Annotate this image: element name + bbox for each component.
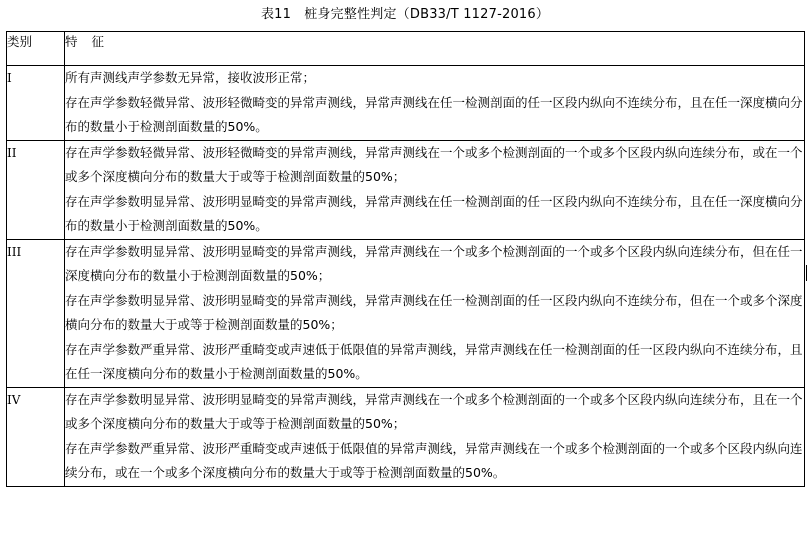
category-cell: I [7, 66, 65, 141]
feature-paragraph: 存在声学参数轻微异常、波形轻微畸变的异常声测线，异常声测线在一个或多个检测剖面的一个或多个区段内纵向连续分布，或在一个或多个深度横向分布的数量大于或等于检测剖面数量的50%； [65, 144, 803, 184]
table-caption: 表11 桩身完整性判定（DB33/T 1127-2016） [260, 7, 550, 22]
table-header-row [7, 32, 805, 66]
feature-paragraph: 存在声学参数明显异常、波形明显畸变的异常声测线，异常声测线在任一检测剖面的任一区段内纵向不连续分布，但在一个或多个深度横向分布的数量大于或等于检测剖面数量的50%； [65, 292, 803, 332]
table-row [7, 66, 805, 141]
feature-cell [65, 239, 805, 387]
table-row [7, 387, 805, 486]
feature-cell [65, 140, 805, 239]
category-cell: IV [7, 387, 65, 486]
header-feature: 特征 [65, 32, 805, 66]
table-row [7, 239, 805, 387]
feature-paragraph: 存在声学参数严重异常、波形严重畸变或声速低于低限值的异常声测线，异常声测线在一个或多个检测剖面的一个或多个区段内纵向连续分布，或在一个或多个深度横向分布的数量大于或等于检测剖面数量的50%。 [65, 440, 803, 480]
margin-mark [806, 265, 807, 281]
feature-cell [65, 387, 805, 486]
feature-paragraph: 存在声学参数严重异常、波形严重畸变或声速低于低限值的异常声测线，异常声测线在任一检测剖面的任一区段内纵向不连续分布，且在任一深度横向分布的数量小于检测剖面数量的50%。 [65, 341, 803, 381]
feature-cell [65, 66, 805, 141]
pile-integrity-table [6, 31, 805, 487]
category-cell: II [7, 140, 65, 239]
header-category: 类别 [7, 32, 65, 66]
table-row [7, 140, 805, 239]
feature-paragraph: 存在声学参数轻微异常、波形轻微畸变的异常声测线，异常声测线在任一检测剖面的任一区段内纵向不连续分布，且在任一深度横向分布的数量小于检测剖面数量的50%。 [65, 94, 803, 134]
feature-paragraph: 存在声学参数明显异常、波形明显畸变的异常声测线，异常声测线在一个或多个检测剖面的一个或多个区段内纵向连续分布，且在一个或多个深度横向分布的数量大于或等于检测剖面数量的50%； [65, 391, 803, 431]
category-cell: III [7, 239, 65, 387]
feature-paragraph: 存在声学参数明显异常、波形明显畸变的异常声测线，异常声测线在任一检测剖面的任一区段内纵向不连续分布，且在任一深度横向分布的数量小于检测剖面数量的50%。 [65, 193, 803, 233]
feature-paragraph: 所有声测线声学参数无异常，接收波形正常； [65, 70, 316, 85]
feature-paragraph: 存在声学参数明显异常、波形明显畸变的异常声测线，异常声测线在一个或多个检测剖面的一个或多个区段内纵向连续分布，但在任一深度横向分布的数量小于检测剖面数量的50%； [65, 243, 803, 283]
